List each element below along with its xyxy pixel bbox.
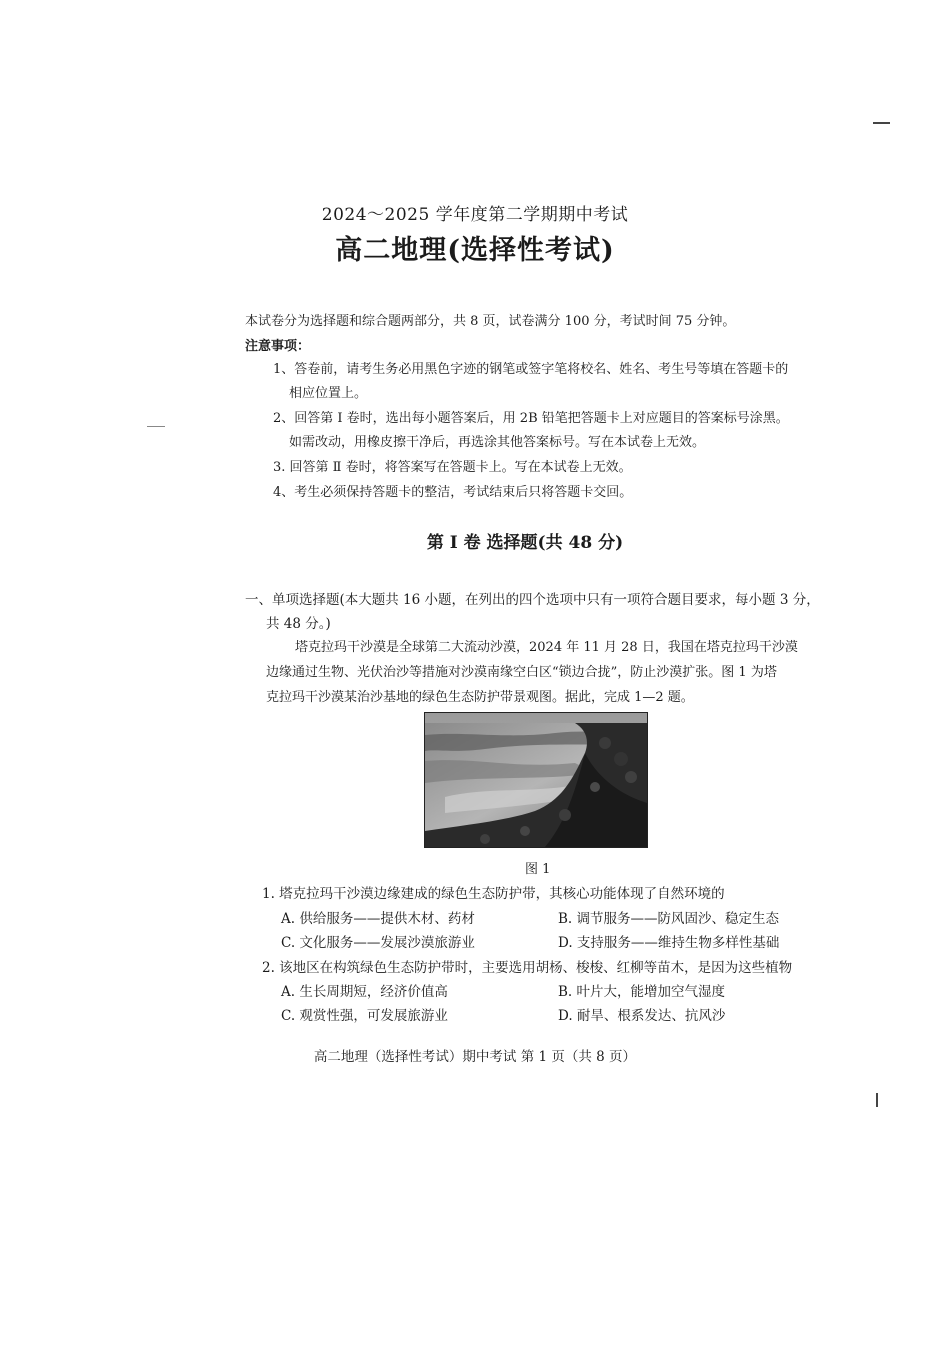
scan-mark xyxy=(147,426,165,427)
option-c[interactable]: C. 文化服务——发展沙漠旅游业 xyxy=(281,935,475,951)
notice-line: 1、答卷前，请考生务必用黑色字迹的钢笔或签字笔将校名、姓名、考生号等填在答题卡的 xyxy=(273,362,789,377)
section-instruction: 共 48 分。) xyxy=(266,616,331,632)
option-b[interactable]: B. 调节服务——防风固沙、稳定生态 xyxy=(558,911,780,927)
option-d[interactable]: D. 支持服务——维持生物多样性基础 xyxy=(558,935,780,951)
option-a[interactable]: A. 供给服务——提供木材、药材 xyxy=(281,911,475,927)
notice-line: 相应位置上。 xyxy=(289,386,368,401)
scan-mark xyxy=(873,122,890,124)
passage-line: 克拉玛干沙漠某治沙基地的绿色生态防护带景观图。据此，完成 1—2 题。 xyxy=(266,690,694,705)
passage-line: 边缘通过生物、光伏治沙等措施对沙漠南缘空白区“锁边合拢”，防止沙漠扩张。图 1 为塔 xyxy=(266,665,777,680)
exam-subtitle: 2024～2025 学年度第二学期期中考试 xyxy=(321,205,629,225)
option-a[interactable]: A. 生长周期短，经济价值高 xyxy=(281,984,448,1000)
question-stem: 2. 该地区在构筑绿色生态防护带时，主要选用胡杨、梭梭、红柳等苗木，是因为这些植物 xyxy=(262,960,793,976)
desert-ecological-belt-photo xyxy=(424,712,648,848)
figure-caption: 图 1 xyxy=(525,862,551,877)
notice-line: 2、回答第 Ⅰ 卷时，选出每小题答案后，用 2B 铅笔把答题卡上对应题目的答案标号涂黑。 xyxy=(273,411,789,426)
exam-title: 高二地理(选择性考试) xyxy=(335,235,615,266)
page-footer: 高二地理（选择性考试）期中考试 第 1 页（共 8 页） xyxy=(313,1049,637,1065)
notice-line: 4、考生必须保持答题卡的整洁，考试结束后只将答题卡交回。 xyxy=(273,485,633,500)
passage-line: 塔克拉玛干沙漠是全球第二大流动沙漠，2024 年 11 月 28 日，我国在塔克拉玛干沙漠 xyxy=(295,640,798,655)
section-instruction: 一、单项选择题(本大题共 16 小题，在列出的四个选项中只有一项符合题目要求，每小题 3 分， xyxy=(245,592,820,608)
notice-title: 注意事项： xyxy=(245,339,311,354)
option-b[interactable]: B. 叶片大，能增加空气湿度 xyxy=(558,984,726,1000)
question-stem: 1. 塔克拉玛干沙漠边缘建成的绿色生态防护带，其核心功能体现了自然环境的 xyxy=(262,886,725,902)
section-heading: 第 Ⅰ 卷 选择题(共 48 分) xyxy=(426,533,624,553)
intro-text: 本试卷分为选择题和综合题两部分，共 8 页，试卷满分 100 分，考试时间 75 分钟。 xyxy=(245,314,736,329)
option-c[interactable]: C. 观赏性强，可发展旅游业 xyxy=(281,1008,448,1024)
scan-mark xyxy=(876,1093,878,1107)
notice-line: 如需改动，用橡皮擦干净后，再选涂其他答案标号。写在本试卷上无效。 xyxy=(289,435,706,450)
notice-line: 3. 回答第 Ⅱ 卷时，将答案写在答题卡上。写在本试卷上无效。 xyxy=(273,460,632,475)
option-d[interactable]: D. 耐旱、根系发达、抗风沙 xyxy=(558,1008,726,1024)
